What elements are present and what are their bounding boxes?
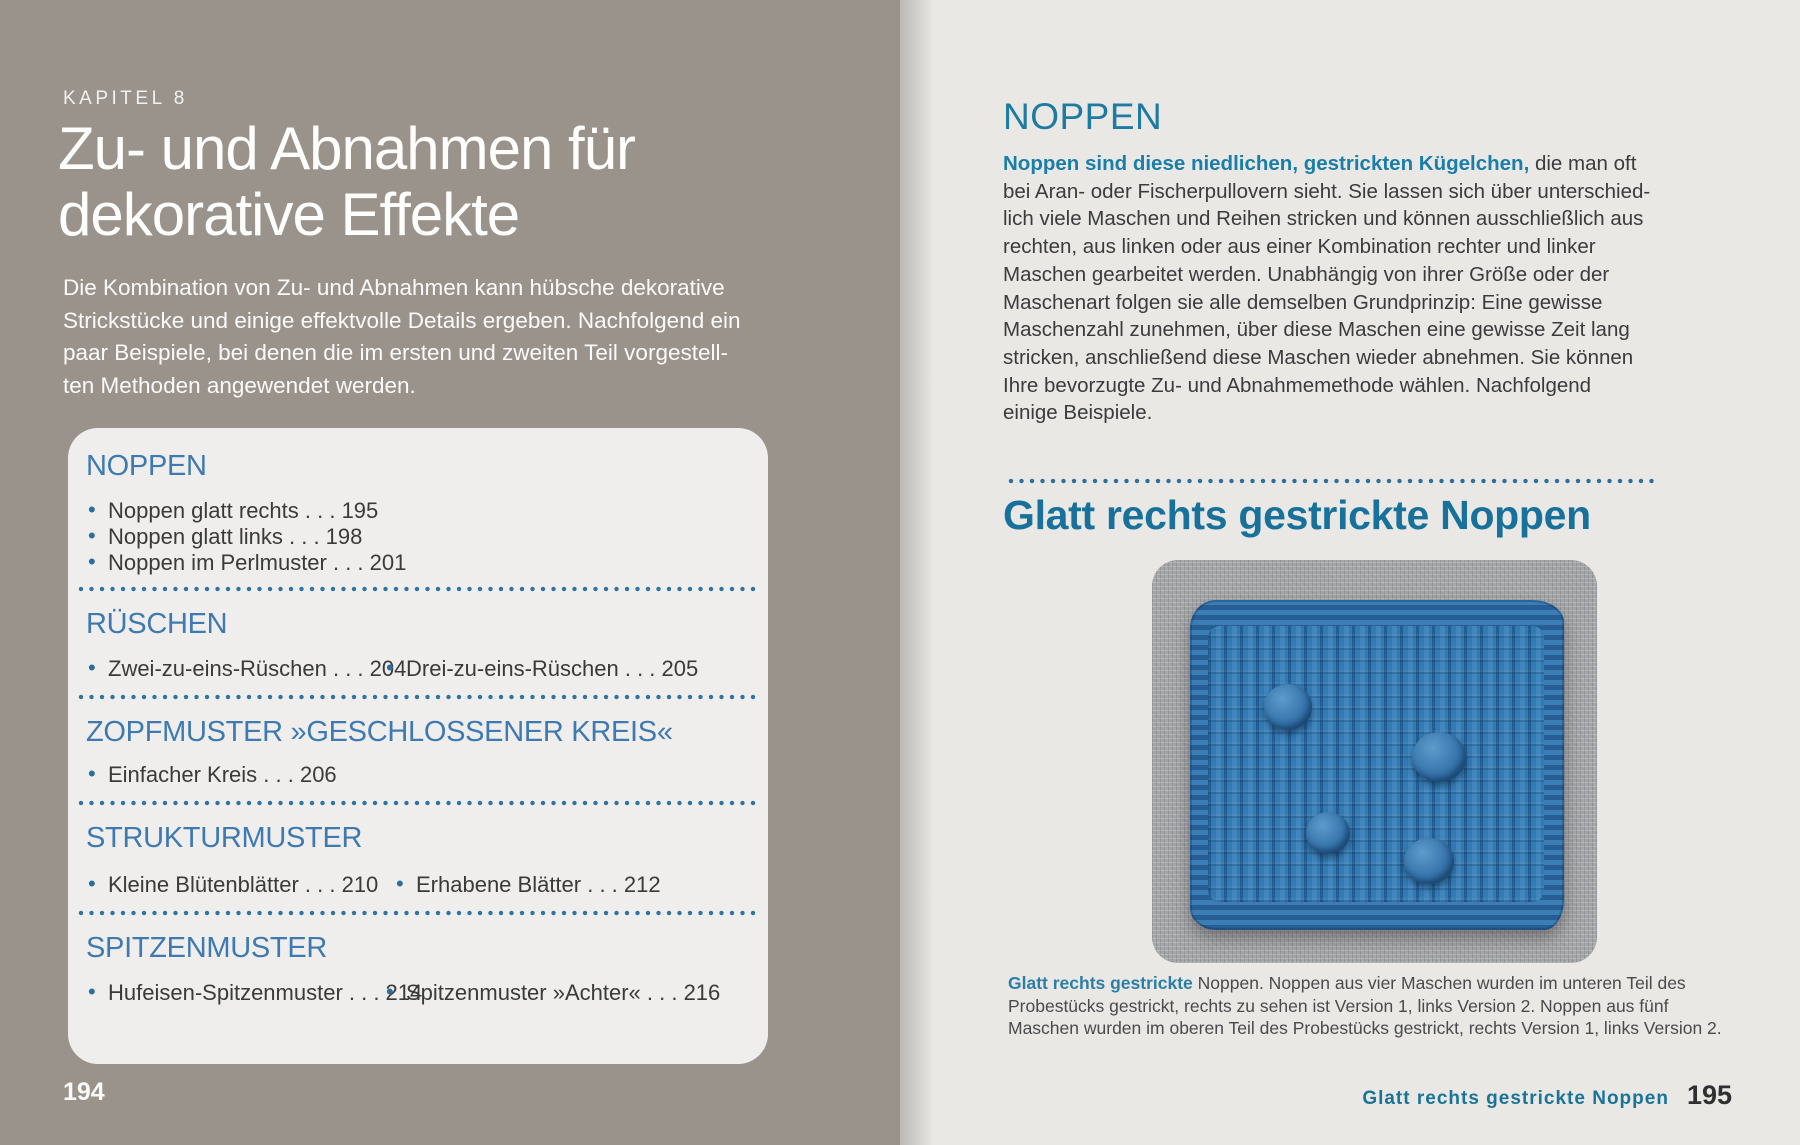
toc-entry[interactable]: • Drei-zu-eins-Rüschen . . . 205 — [386, 656, 698, 682]
body-line: Maschen gearbeitet werden. Unabhängig von ihrer Größe oder der — [1003, 262, 1610, 286]
toc-section-heading-ruschen: RÜSCHEN — [86, 608, 228, 640]
page-number-left: 194 — [63, 1078, 105, 1106]
toc-entry[interactable]: • Spitzenmuster »Achter« . . . 216 — [386, 980, 720, 1006]
knitted-swatch-photo — [1152, 560, 1597, 963]
body-line: einige Beispiele. — [1003, 401, 1153, 425]
chapter-title-line1: Zu- und Abnahmen für — [58, 115, 636, 182]
toc-entry[interactable]: • Noppen im Perlmuster . . . 201 — [88, 550, 406, 576]
caption-line1-rest: Noppen. Noppen aus vier Maschen wurden im unteren Teil des — [1192, 973, 1686, 993]
body-line: Maschenart folgen sie alle demselben Grundprinzip: Eine gewisse — [1003, 290, 1603, 314]
caption-line — [1008, 972, 1688, 995]
toc-section-heading-zopfmuster: ZOPFMUSTER »GESCHLOSSENER KREIS« — [86, 716, 673, 748]
bobble-stitch — [1412, 732, 1466, 782]
lead-rest-text: die man oft — [1529, 152, 1637, 175]
intro-line: Strickstücke und einige effektvolle Details ergeben. Nachfolgend ein — [63, 307, 741, 333]
body-line: lich viele Maschen und Reihen stricken und können ausschließlich aus — [1003, 207, 1644, 231]
bobble-stitch — [1404, 838, 1454, 884]
toc-entry[interactable]: • Einfacher Kreis . . . 206 — [88, 762, 337, 788]
chapter-kicker: KAPITEL 8 — [63, 88, 188, 109]
toc-entry[interactable]: • Noppen glatt rechts . . . 195 — [88, 498, 378, 524]
body-line: rechten, aus linken oder aus einer Kombination rechter und linker — [1003, 235, 1596, 259]
body-line: bei Aran- oder Fischerpullovern sieht. Sie lassen sich über unterschied- — [1003, 179, 1651, 203]
toc-section-heading-strukturmuster: STRUKTURMUSTER — [86, 822, 363, 854]
dotted-divider — [1008, 478, 1656, 484]
dotted-divider — [78, 800, 758, 806]
chapter-title-line2: dekorative Effekte — [58, 181, 520, 248]
right-page — [900, 0, 1800, 1145]
toc-entry[interactable]: • Erhabene Blätter . . . 212 — [396, 872, 661, 898]
chapter-contents-box — [68, 428, 768, 1064]
toc-section-heading-spitzenmuster: SPITZENMUSTER — [86, 932, 328, 964]
intro-line: Die Kombination von Zu- und Abnahmen kann hübsche dekorative — [63, 275, 725, 300]
caption-line: Maschen wurden im oberen Teil des Probestücks gestrickt, rechts Version 1, links Version 2. — [1008, 1018, 1722, 1038]
toc-entry[interactable]: • Kleine Blütenblätter . . . 210 — [88, 872, 378, 898]
blue-knit-swatch — [1190, 600, 1564, 930]
chapter-title — [58, 116, 635, 248]
body-line: Ihre bevorzugte Zu- und Abnahmemethode wählen. Nachfolgend — [1003, 373, 1592, 397]
subsection-title: Glatt rechts gestrickte Noppen — [1003, 492, 1591, 538]
page-number-right: 195 — [1686, 1080, 1732, 1110]
body-paragraph — [1003, 150, 1683, 427]
body-line — [1003, 150, 1683, 178]
swatch-stockinette-texture — [1208, 626, 1544, 902]
section-title-noppen: NOPPEN — [1003, 96, 1163, 137]
dotted-divider — [78, 694, 758, 700]
spine-shadow — [900, 0, 934, 1145]
dotted-divider — [78, 910, 758, 916]
body-line: Maschenzahl zunehmen, über diese Maschen eine gewisse Zeit lang — [1003, 318, 1630, 342]
toc-entry[interactable]: • Hufeisen-Spitzenmuster . . . 214 — [88, 980, 422, 1006]
bobble-stitch — [1306, 812, 1350, 854]
chapter-intro — [63, 272, 741, 402]
footer-section-label: Glatt rechts gestrickte Noppen — [1362, 1088, 1669, 1109]
body-line: stricken, anschließend diese Maschen wieder abnehmen. Sie können — [1003, 345, 1634, 369]
caption-lead-text: Glatt rechts gestrickte — [1008, 973, 1193, 993]
toc-entry[interactable]: • Zwei-zu-eins-Rüschen . . . 204 — [88, 656, 406, 682]
toc-section-heading-noppen: NOPPEN — [86, 450, 207, 482]
intro-line: ten Methoden angewendet werden. — [63, 372, 416, 398]
dotted-divider — [78, 586, 758, 592]
lead-bold-text: Noppen sind diese niedlichen, gestrickten Kügelchen, — [1003, 152, 1530, 175]
toc-entry[interactable]: • Noppen glatt links . . . 198 — [88, 524, 362, 550]
running-footer — [1362, 1080, 1732, 1111]
intro-line: paar Beispiele, bei denen die im ersten und zweiten Teil vorgestell- — [63, 340, 728, 365]
bobble-stitch — [1264, 684, 1312, 730]
caption-line: Probestücks gestrickt, rechts zu sehen ist Version 1, links Version 2. Noppen aus fünf — [1008, 995, 1669, 1016]
photo-caption — [1008, 972, 1722, 1040]
